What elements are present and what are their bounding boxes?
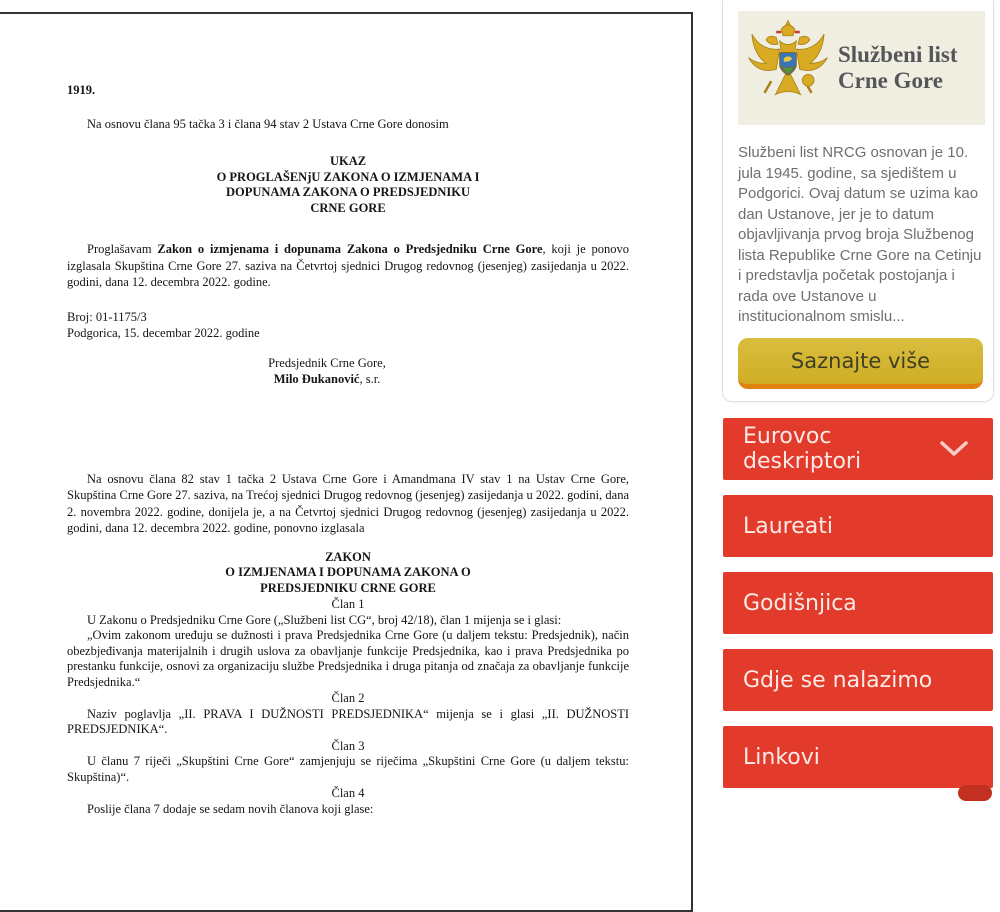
gazette-logo[interactable] — [738, 11, 985, 125]
doc-paragraph: „Ovim zakonom uređuju se dužnosti i prava Predsjednika Crne Gore (u daljem tekstu: Predsjednik), način obezbjeđivanja materijalnih i drugih uslova za obavljanje funkcije Predsjednika, kao i prava Predsjednika po prestanku funkcije, osnovi za organizaciju službe Predsjednika i druga pitanja od značaja za obavljanje funkcije Predsjednika.“ — [67, 628, 629, 689]
logo-title-line: Službeni list — [838, 42, 958, 67]
doc-article — [67, 691, 629, 738]
document-page — [0, 12, 693, 912]
doc-paragraph: U članu 7 riječi „Skupštini Crne Gore“ zamjenjuju se riječima „Skupštini Crne Gore (u daljem tekstu: Skupština)“. — [67, 754, 629, 784]
doc-signer-suffix: , s.r. — [359, 372, 381, 386]
doc-article-heading: Član 4 — [331, 786, 365, 800]
doc-text: , koji je ponovo izglasala Skupština Crne Gore 27. saziva na Četvrtoj sjednici Drugog redovnog (jesenjeg) zasijedanja u 2022. godini, dana 12. decembra 2022. godine. — [67, 242, 629, 289]
doc-zakon-title — [67, 550, 629, 597]
menu-item-label: Linkovi — [743, 744, 820, 770]
menu-item-laureati[interactable] — [723, 495, 993, 557]
menu-item-linkovi[interactable] — [723, 726, 993, 788]
doc-signature-title: Predsjednik Crne Gore, — [268, 355, 386, 370]
chevron-down-icon — [939, 440, 969, 458]
gazette-logo-title — [838, 42, 958, 94]
doc-signature-block — [67, 355, 629, 388]
logo-title-line: Crne Gore — [838, 68, 943, 93]
doc-place-date: Podgorica, 15. decembar 2022. godine — [67, 326, 260, 340]
doc-act-number: 1919. — [67, 83, 96, 97]
montenegro-coat-of-arms-icon — [746, 18, 830, 119]
menu-item-eurovoc-deskriptori[interactable] — [723, 418, 993, 480]
doc-article-heading: Član 2 — [331, 691, 365, 705]
doc-article — [67, 739, 629, 786]
menu-item-label: Laureati — [743, 513, 833, 539]
doc-heading-line: O PROGLAŠENjU ZAKONA O IZMJENAMA I — [216, 169, 480, 184]
doc-heading-line: UKAZ — [329, 154, 367, 168]
doc-ref-number: Broj: 01-1175/3 — [67, 309, 147, 324]
doc-signer-name: Milo Đukanović — [273, 372, 360, 386]
menu-item-godisnjica[interactable] — [723, 572, 993, 634]
doc-text: Proglašavam — [87, 242, 158, 256]
doc-reference-block — [67, 309, 629, 342]
doc-article — [67, 597, 629, 690]
menu-item-label: Gdje se nalazimo — [743, 667, 933, 693]
doc-heading-line: ZAKON — [325, 549, 371, 564]
doc-paragraph: U Zakonu o Predsjedniku Crne Gore („Službeni list CG“, broj 42/18), član 1 mijenja se i glasi: — [87, 612, 562, 627]
doc-signature-name — [67, 371, 587, 388]
doc-heading-line: PREDSJEDNIKU CRNE GORE — [260, 580, 436, 595]
doc-heading-line: CRNE GORE — [310, 200, 386, 215]
doc-heading-line: O IZMJENAMA I DOPUNAMA ZAKONA O — [225, 565, 471, 579]
menu-item-gdje-se-nalazimo[interactable] — [723, 649, 993, 711]
doc-paragraph — [67, 241, 629, 291]
doc-paragraph: Na osnovu člana 82 stav 1 tačka 2 Ustava Crne Gore i Amandmana IV stav 1 na Ustav Crne Gore, Skupština Crne Gore 27. saziva, na Trećoj sjednici Drugog redovnog (jesenjeg) zasijedanja u 2022. godini, dana 2. novembra 2022. godine, donijela je, a na Četvrtoj sjednici Drugog redovnog (jesenjeg) zasijedanja u 2022. godini, dana 12. decembra 2022. godine, ponovno izglasala — [67, 471, 629, 535]
doc-article-heading: Član 1 — [331, 597, 365, 611]
doc-ukaz-title — [67, 154, 629, 216]
sidebar-card — [722, 0, 994, 402]
doc-heading-line: DOPUNAMA ZAKONA O PREDSJEDNIKU — [225, 185, 471, 199]
doc-article — [67, 786, 629, 817]
doc-text-bold: Zakon o izmjenama i dopunama Zakona o Predsjedniku Crne Gore — [157, 242, 543, 256]
scroll-top-button[interactable] — [958, 785, 992, 801]
menu-item-label: Eurovoc deskriptori — [743, 424, 862, 474]
menu-item-label: Godišnjica — [743, 590, 857, 616]
learn-more-button[interactable]: Saznajte više — [738, 338, 983, 389]
doc-paragraph: Na osnovu člana 95 tačka 3 i člana 94 stav 2 Ustava Crne Gore donosim — [87, 116, 449, 131]
doc-paragraph: Poslije člana 7 dodaje se sedam novih članova koji glase: — [87, 801, 374, 816]
doc-article-heading: Član 3 — [331, 738, 365, 753]
doc-paragraph: Naziv poglavlja „II. PRAVA I DUŽNOSTI PREDSJEDNIKA“ mijenja se i glasi „II. DUŽNOSTI PREDSJEDNIKA“. — [67, 706, 629, 736]
gazette-about-text: Službeni list NRCG osnovan je 10. jula 1945. godine, sa sjedištem u Podgorici. Ovaj datum se uzima kao dan Ustanove, jer je to datum objavljivanja prvog broja Službenog lista Republike Crne Gore na Cetinju i predstavlja početak postojanja i rada ove Ustanove u institucionalnom smislu... — [738, 144, 982, 325]
document-content — [0, 14, 691, 817]
